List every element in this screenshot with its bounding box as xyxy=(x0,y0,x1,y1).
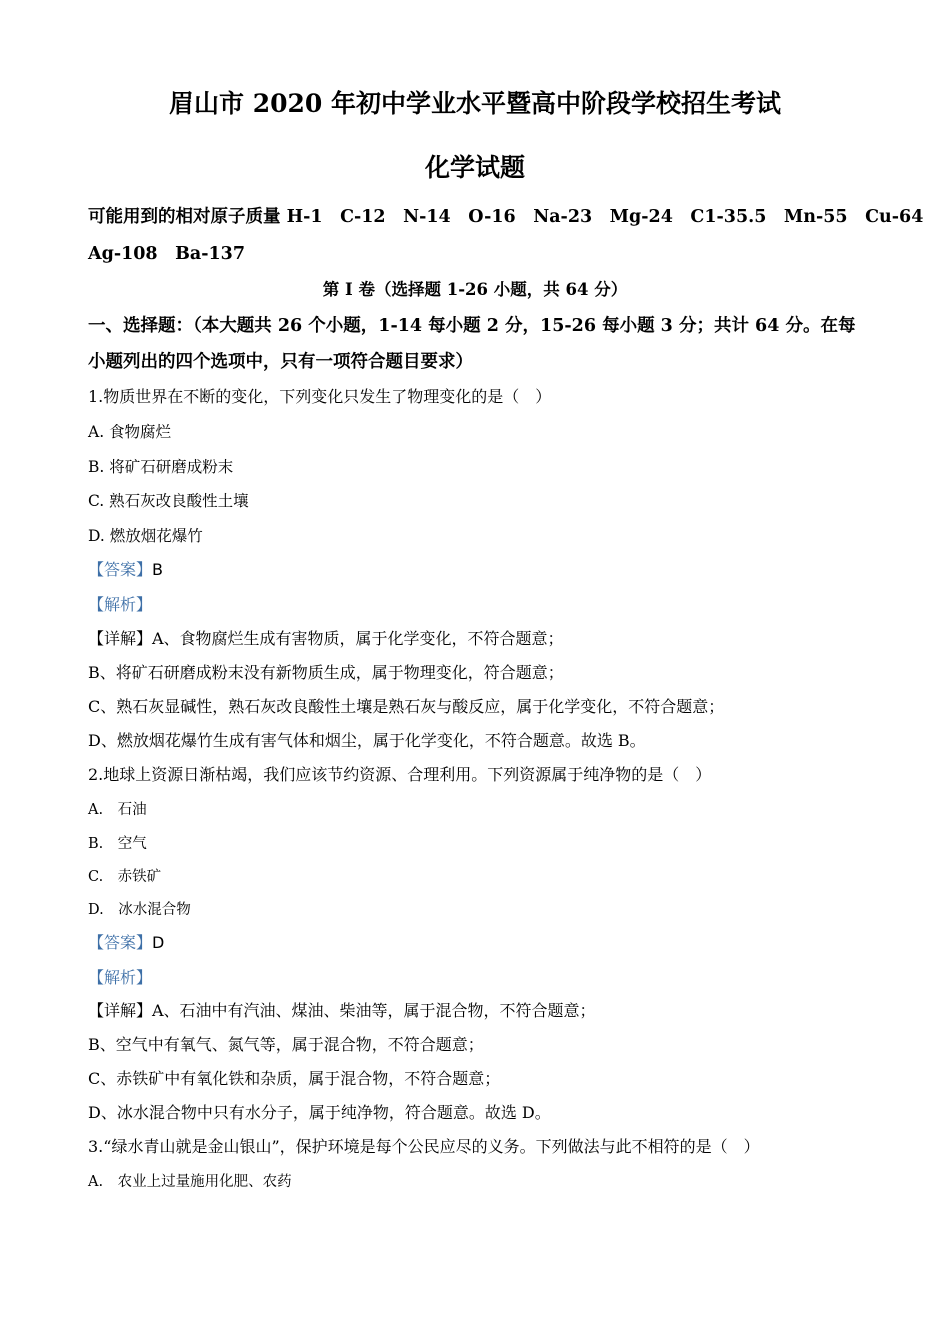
question-1-option-a: A. 食物腐烂 xyxy=(88,423,172,441)
answer-tag: 【答案】 xyxy=(88,933,153,952)
question-2-detail-a: 【详解】A、石油中有汽油、煤油、柴油等，属于混合物，不符合题意； xyxy=(88,1001,596,1020)
answer-tag: 【答案】 xyxy=(88,560,153,579)
question-1-detail-a: 【详解】A、食物腐烂生成有害物质，属于化学变化，不符合题意； xyxy=(88,629,564,648)
question-1-analysis-tag: 【解析】 xyxy=(88,595,153,614)
question-1-answer xyxy=(88,558,862,582)
answer-value: D xyxy=(152,933,165,952)
question-2-option-b: B. 空气 xyxy=(88,836,147,852)
question-2-stem: 2.地球上资源日渐枯竭，我们应该节约资源、合理利用。下列资源属于纯净物的是（ ） xyxy=(88,765,712,784)
question-1-option-c: C. 熟石灰改良酸性土壤 xyxy=(88,492,249,510)
question-2-option-c: C. 赤铁矿 xyxy=(88,869,162,885)
question-2-detail-d: D、冰水混合物中只有水分子，属于纯净物，符合题意。故选 D。 xyxy=(88,1103,551,1122)
volume-title: 第 I 卷（选择题 1-26 小题，共 64 分） xyxy=(322,280,628,299)
question-2-option-a: A. 石油 xyxy=(88,802,147,818)
exam-subtitle: 化学试题 xyxy=(424,153,525,182)
question-2-detail-c: C、赤铁矿中有氧化铁和杂质，属于混合物，不符合题意； xyxy=(88,1069,501,1088)
exam-title: 眉山市 2020 年初中学业水平暨高中阶段学校招生考试 xyxy=(169,89,781,118)
atomic-mass-line-2: Ag-108 Ba-137 xyxy=(88,244,246,264)
question-3-option-a: A. 农业上过量施用化肥、农药 xyxy=(88,1174,292,1190)
question-1-detail-b: B、将矿石研磨成粉末没有新物质生成，属于物理变化，符合题意； xyxy=(88,663,564,682)
section-instructions-line-2: 小题列出的四个选项中，只有一项符合题目要求） xyxy=(88,352,473,372)
question-2-answer xyxy=(88,931,862,955)
question-2-option-d: D. 冰水混合物 xyxy=(88,902,191,918)
question-1-option-b: B. 将矿石研磨成粉末 xyxy=(88,458,234,476)
question-1-option-d: D. 燃放烟花爆竹 xyxy=(88,527,203,545)
section-instructions-line-1: 一、选择题：（本大题共 26 个小题，1-14 每小题 2 分，15-26 每小题 3 分；共计 64 分。在每 xyxy=(88,316,856,336)
answer-value: B xyxy=(152,560,163,579)
question-3-stem: 3.“绿水青山就是金山银山”，保护环境是每个公民应尽的义务。下列做法与此不相符的是（ ） xyxy=(88,1137,760,1156)
question-1-detail-c: C、熟石灰显碱性，熟石灰改良酸性土壤是熟石灰与酸反应，属于化学变化，不符合题意； xyxy=(88,697,725,716)
question-1-detail-d: D、燃放烟花爆竹生成有害气体和烟尘，属于化学变化，不符合题意。故选 B。 xyxy=(88,731,646,750)
atomic-mass-line-1: 可能用到的相对原子质量 H-1 C-12 N-14 O-16 Na-23 Mg-24 C1-35.5 Mn-55 Cu-64 xyxy=(88,207,924,227)
question-2-detail-b: B、空气中有氧气、氮气等，属于混合物，不符合题意； xyxy=(88,1035,484,1054)
question-1-stem: 1.物质世界在不断的变化，下列变化只发生了物理变化的是（ ） xyxy=(88,387,552,406)
question-2-analysis-tag: 【解析】 xyxy=(88,968,153,987)
